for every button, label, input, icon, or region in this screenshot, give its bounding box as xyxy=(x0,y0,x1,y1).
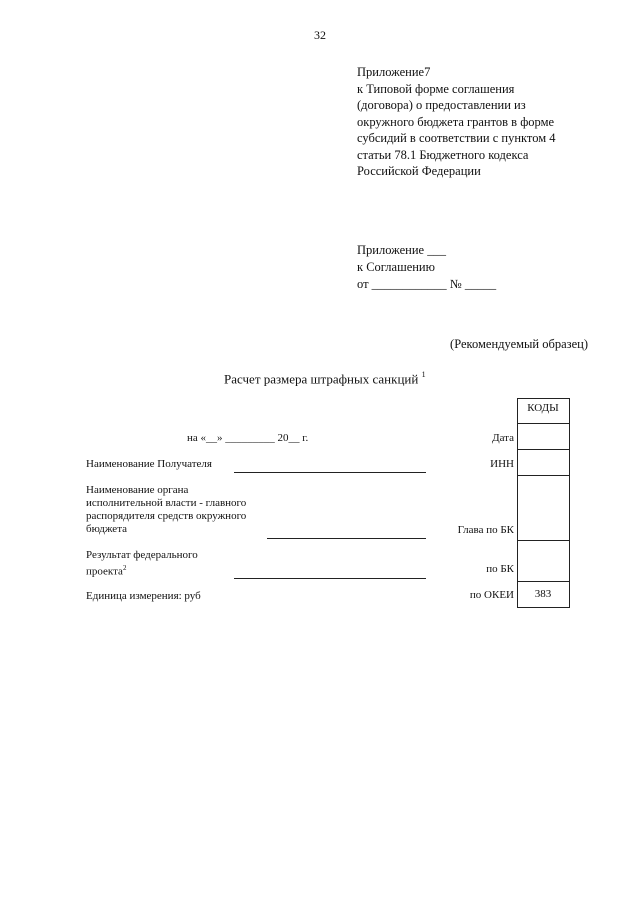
document-title xyxy=(224,371,426,387)
recommended-sample-note: (Рекомендуемый образец) xyxy=(450,337,588,351)
authority-label xyxy=(86,484,246,536)
result-field[interactable] xyxy=(234,578,426,579)
appendix-line: Приложение7 xyxy=(357,65,431,79)
codes-header: КОДЫ xyxy=(527,402,559,414)
authority-label-line: распорядителя средств окружного xyxy=(86,510,247,522)
bk-label: по БК xyxy=(486,563,514,575)
codes-divider xyxy=(517,540,569,541)
attachment-line-1: Приложение ___ xyxy=(357,243,446,257)
page-number: 32 xyxy=(314,28,326,42)
okei-value: 383 xyxy=(534,588,552,600)
authority-label-line: Наименование органа xyxy=(86,484,189,496)
codes-column xyxy=(517,398,570,608)
attachment-line-3: от ____________ № _____ xyxy=(357,277,497,291)
codes-divider xyxy=(517,581,569,582)
result-label-line-1: Результат федерального xyxy=(86,549,198,561)
okei-label: по ОКЕИ xyxy=(469,589,514,601)
title-footnote: 1 xyxy=(421,370,426,379)
bk-chapter-label: Глава по БК xyxy=(457,524,514,536)
inn-label: ИНН xyxy=(490,458,514,470)
result-footnote: 2 xyxy=(122,564,127,572)
appendix-line: окружного бюджета грантов в форме xyxy=(357,114,555,129)
codes-top-border xyxy=(517,398,569,399)
appendix-line: статьи 78.1 Бюджетного кодекса xyxy=(357,147,529,162)
codes-divider xyxy=(517,423,569,424)
result-label xyxy=(86,549,198,579)
unit-label: Единица измерения: руб xyxy=(86,590,201,602)
date-line[interactable]: на «__» _________ 20__ г. xyxy=(187,432,309,444)
authority-field[interactable] xyxy=(267,538,426,539)
appendix-line: к Типовой форме соглашения xyxy=(357,81,515,96)
date-code-label: Дата xyxy=(492,432,514,444)
agreement-attachment xyxy=(357,242,496,293)
recipient-field[interactable] xyxy=(234,472,426,473)
recipient-label: Наименование Получателя xyxy=(86,458,212,470)
codes-divider xyxy=(517,449,569,450)
result-label-line-2: проекта xyxy=(86,565,123,578)
title-text: Расчет размера штрафных санкций xyxy=(224,371,419,387)
appendix-line: (договора) о предоставлении из xyxy=(357,98,526,112)
authority-label-line: бюджета xyxy=(86,523,128,535)
authority-label-line: исполнительной власти - главного xyxy=(86,497,247,509)
codes-divider xyxy=(517,475,569,476)
appendix-line: субсидий в соответствии с пунктом 4 xyxy=(357,131,556,145)
attachment-line-2: к Соглашению xyxy=(357,260,435,274)
codes-bottom-border xyxy=(517,607,569,608)
appendix-header xyxy=(357,64,556,180)
appendix-line: Российской Федерации xyxy=(357,164,481,178)
